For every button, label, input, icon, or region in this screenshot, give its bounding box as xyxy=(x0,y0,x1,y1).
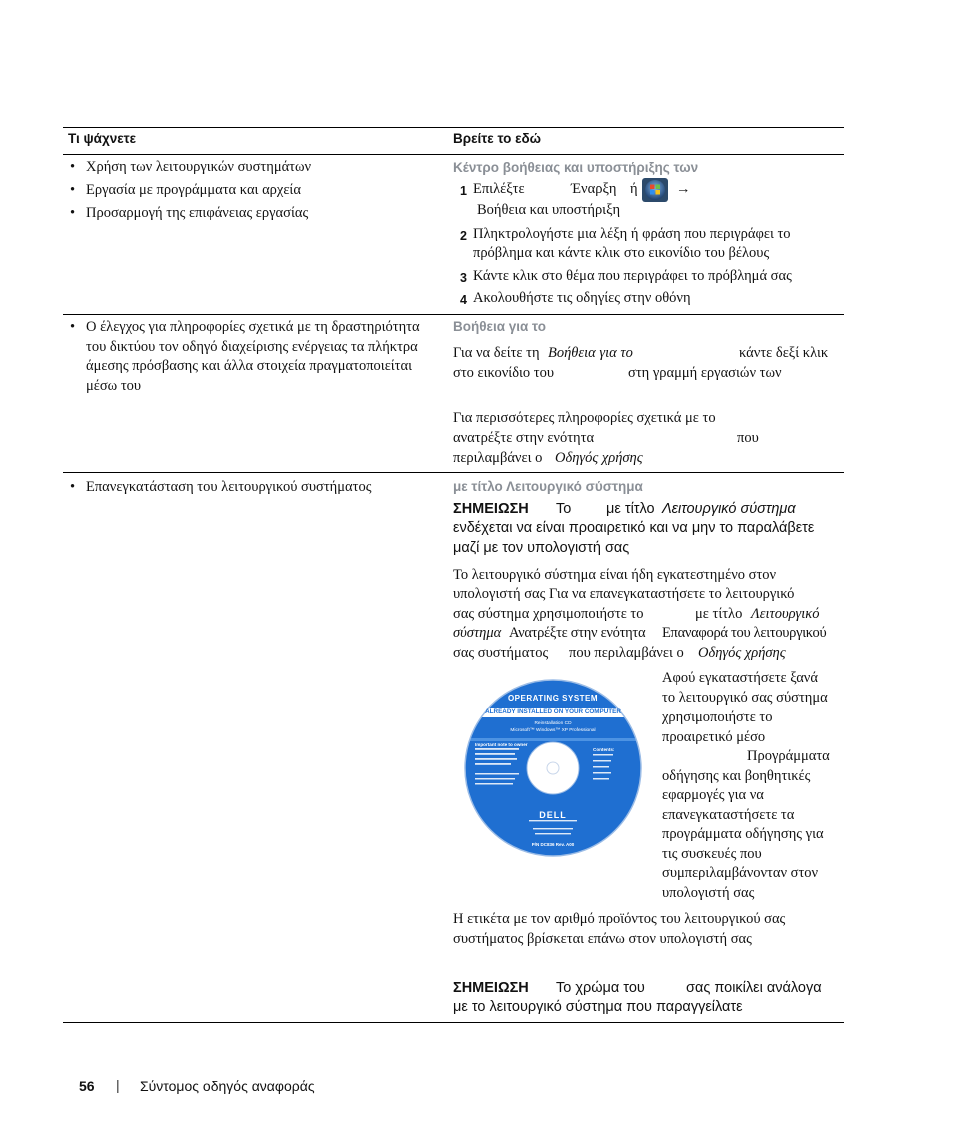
footer-title: Σύντομος οδηγός αναφοράς xyxy=(140,1078,315,1094)
note-text: με το λειτουργικό σύστημα που παραγγείλατε xyxy=(453,999,743,1015)
list-item: μέσω του xyxy=(86,378,142,394)
paragraph-text: Επαναφορά του λειτουργικού xyxy=(662,625,827,641)
step-text: Ακολουθήστε τις οδηγίες στην οθόνη xyxy=(473,290,691,306)
paragraph-text: στη γραμμή εργασιών των xyxy=(628,365,782,381)
start-label: Έναρξη xyxy=(571,181,617,197)
paragraph-text: περιλαμβάνει ο xyxy=(453,450,543,466)
step-text: πρόβλημα και κάντε κλικ στο εικονίδιο του βέλους xyxy=(473,245,770,261)
cd-contents: Contents: xyxy=(593,747,615,752)
paragraph-text: που περιλαμβάνει ο xyxy=(569,645,684,661)
paragraph-italic: Λειτουργικό xyxy=(751,606,820,622)
step-number: 4 xyxy=(460,293,467,307)
cd-line: Microsoft™ Windows™ XP Professional xyxy=(510,728,596,733)
side-text: Αφού εγκαταστήσετε ξανά xyxy=(662,670,818,686)
bullet-marker: • xyxy=(70,479,76,495)
row-rule xyxy=(63,314,844,315)
side-text: τις συσκευές που xyxy=(662,846,762,862)
arrow-glyph: → xyxy=(676,181,691,197)
header-rule xyxy=(63,154,844,155)
note-text: μαζί με τον υπολογιστή σας xyxy=(453,540,630,556)
list-item: Χρήση των λειτουργικών συστημάτων xyxy=(86,159,312,175)
section-subtitle: Βοήθεια για το xyxy=(453,319,546,334)
cd-title: OPERATING SYSTEM xyxy=(507,694,599,703)
column-header-where: Βρείτε το εδώ xyxy=(453,131,542,146)
step-text: Κάντε κλικ στο θέμα που περιγράφει το πρόβλημά σας xyxy=(473,268,792,284)
table-bottom-rule xyxy=(63,1022,844,1023)
side-text: οδήγησης και βοηθητικές xyxy=(662,768,811,784)
row-rule xyxy=(63,472,844,473)
paragraph-text: Η ετικέτα με τον αριθμό προϊόντος του λειτουργικού σας xyxy=(453,911,786,927)
step-number: 3 xyxy=(460,271,467,285)
side-text: προγράμματα οδήγησης για xyxy=(662,826,824,842)
note-label: ΣΗΜΕΙΩΣΗ xyxy=(453,501,529,517)
paragraph-italic: Οδηγός χρήσης xyxy=(555,450,643,466)
note-text: με τίτλο xyxy=(606,501,655,517)
side-text: προαιρετικό μέσο xyxy=(662,729,766,745)
bullet-marker: • xyxy=(70,319,76,335)
or-text: ή xyxy=(630,181,638,197)
section-subtitle: με τίτλο Λειτουργικό σύστημα xyxy=(453,479,643,494)
step-text: Πληκτρολογήστε μια λέξη ή φράση που περιγράφει το xyxy=(473,226,791,242)
footer-separator: | xyxy=(116,1077,120,1093)
cd-part-number: P/N DC836 Rev. A00 xyxy=(531,842,575,847)
note-text: ενδέχεται να είναι προαιρετικό και να μην το παραλάβετε xyxy=(453,520,815,536)
list-item: Επανεγκατάσταση του λειτουργικού συστήματος xyxy=(86,479,372,495)
list-item: Εργασία με προγράμματα και αρχεία xyxy=(86,182,301,198)
paragraph-italic: σύστημα xyxy=(453,625,502,641)
cd-line: Reinstallation CD xyxy=(534,721,572,726)
bullet-marker: • xyxy=(70,182,76,198)
step-number: 1 xyxy=(460,184,467,198)
note-italic: Λειτουργικό σύστημα xyxy=(662,501,796,517)
dell-logo: DELL xyxy=(539,810,567,820)
note-text: Το xyxy=(556,501,572,517)
step-number: 2 xyxy=(460,229,467,243)
table-top-rule xyxy=(63,127,844,128)
paragraph-text: Για περισσότερες πληροφορίες σχετικά με το xyxy=(453,410,716,426)
paragraph-text: στο εικονίδιο του xyxy=(453,365,555,381)
paragraph-text: Για να δείτε τη xyxy=(453,345,540,361)
cd-note: Important note to owner xyxy=(475,742,528,747)
side-text: χρησιμοποιήστε το xyxy=(662,709,773,725)
paragraph-text: κάντε δεξί κλικ xyxy=(739,345,829,361)
paragraph-text: που xyxy=(737,430,759,446)
note-label: ΣΗΜΕΙΩΣΗ xyxy=(453,980,529,996)
paragraph-text: Το λειτουργικό σύστημα είναι ήδη εγκατεστημένο στον xyxy=(453,567,777,583)
step-text: Βοήθεια και υποστήριξη xyxy=(477,202,621,218)
cd-banner: ALREADY INSTALLED ON YOUR COMPUTER xyxy=(485,708,621,715)
list-item: άμεσης πρόσβασης και άλλα στοιχεία πραγματοποιείται xyxy=(86,358,413,374)
paragraph-text: σας συστήματος xyxy=(453,645,549,661)
list-item: Προσαρμογή της επιφάνειας εργασίας xyxy=(86,205,309,221)
bullet-marker: • xyxy=(70,205,76,221)
paragraph-text: με τίτλο xyxy=(695,606,743,622)
side-text: Προγράμματα xyxy=(747,748,830,764)
paragraph-text: σας σύστημα χρησιμοποιήστε το xyxy=(453,606,644,622)
column-header-what: Τι ψάχνετε xyxy=(68,131,137,146)
step-text: Επιλέξτε xyxy=(473,181,525,197)
paragraph-italic: Οδηγός χρήσης xyxy=(698,645,786,661)
note-text: Το χρώμα του xyxy=(556,980,645,996)
paragraph-text: ανατρέξτε στην ενότητα xyxy=(453,430,595,446)
paragraph-text: συστήματος βρίσκεται επάνω στον υπολογιστή σας xyxy=(453,931,752,947)
paragraph-text: Ανατρέξτε στην ενότητα xyxy=(509,625,646,641)
bullet-marker: • xyxy=(70,159,76,175)
windows-start-icon xyxy=(642,178,668,202)
side-text: επανεγκαταστήσετε τα xyxy=(662,807,795,823)
side-text: εφαρμογές για να xyxy=(662,787,764,803)
side-text: υπολογιστή σας xyxy=(662,885,755,901)
list-item: του δικτύου τον οδηγό διαχείρισης ενέργειας τα πλήκτρα xyxy=(86,339,418,355)
page-number: 56 xyxy=(79,1078,95,1094)
list-item: Ο έλεγχος για πληροφορίες σχετικά με τη δραστηριότητα xyxy=(86,319,420,335)
section-subtitle: Κέντρο βοήθειας και υποστήριξης των xyxy=(453,160,699,175)
paragraph-text: υπολογιστή σας Για να επανεγκαταστήσετε το λειτουργικό xyxy=(453,586,795,602)
paragraph-italic: Βοήθεια για το xyxy=(548,345,633,361)
note-text: σας ποικίλει ανάλογα xyxy=(686,980,822,996)
operating-system-cd-image xyxy=(463,678,643,858)
side-text: το λειτουργικό σας σύστημα xyxy=(662,690,828,706)
side-text: συμπεριλαμβάνονταν στον xyxy=(662,865,819,881)
